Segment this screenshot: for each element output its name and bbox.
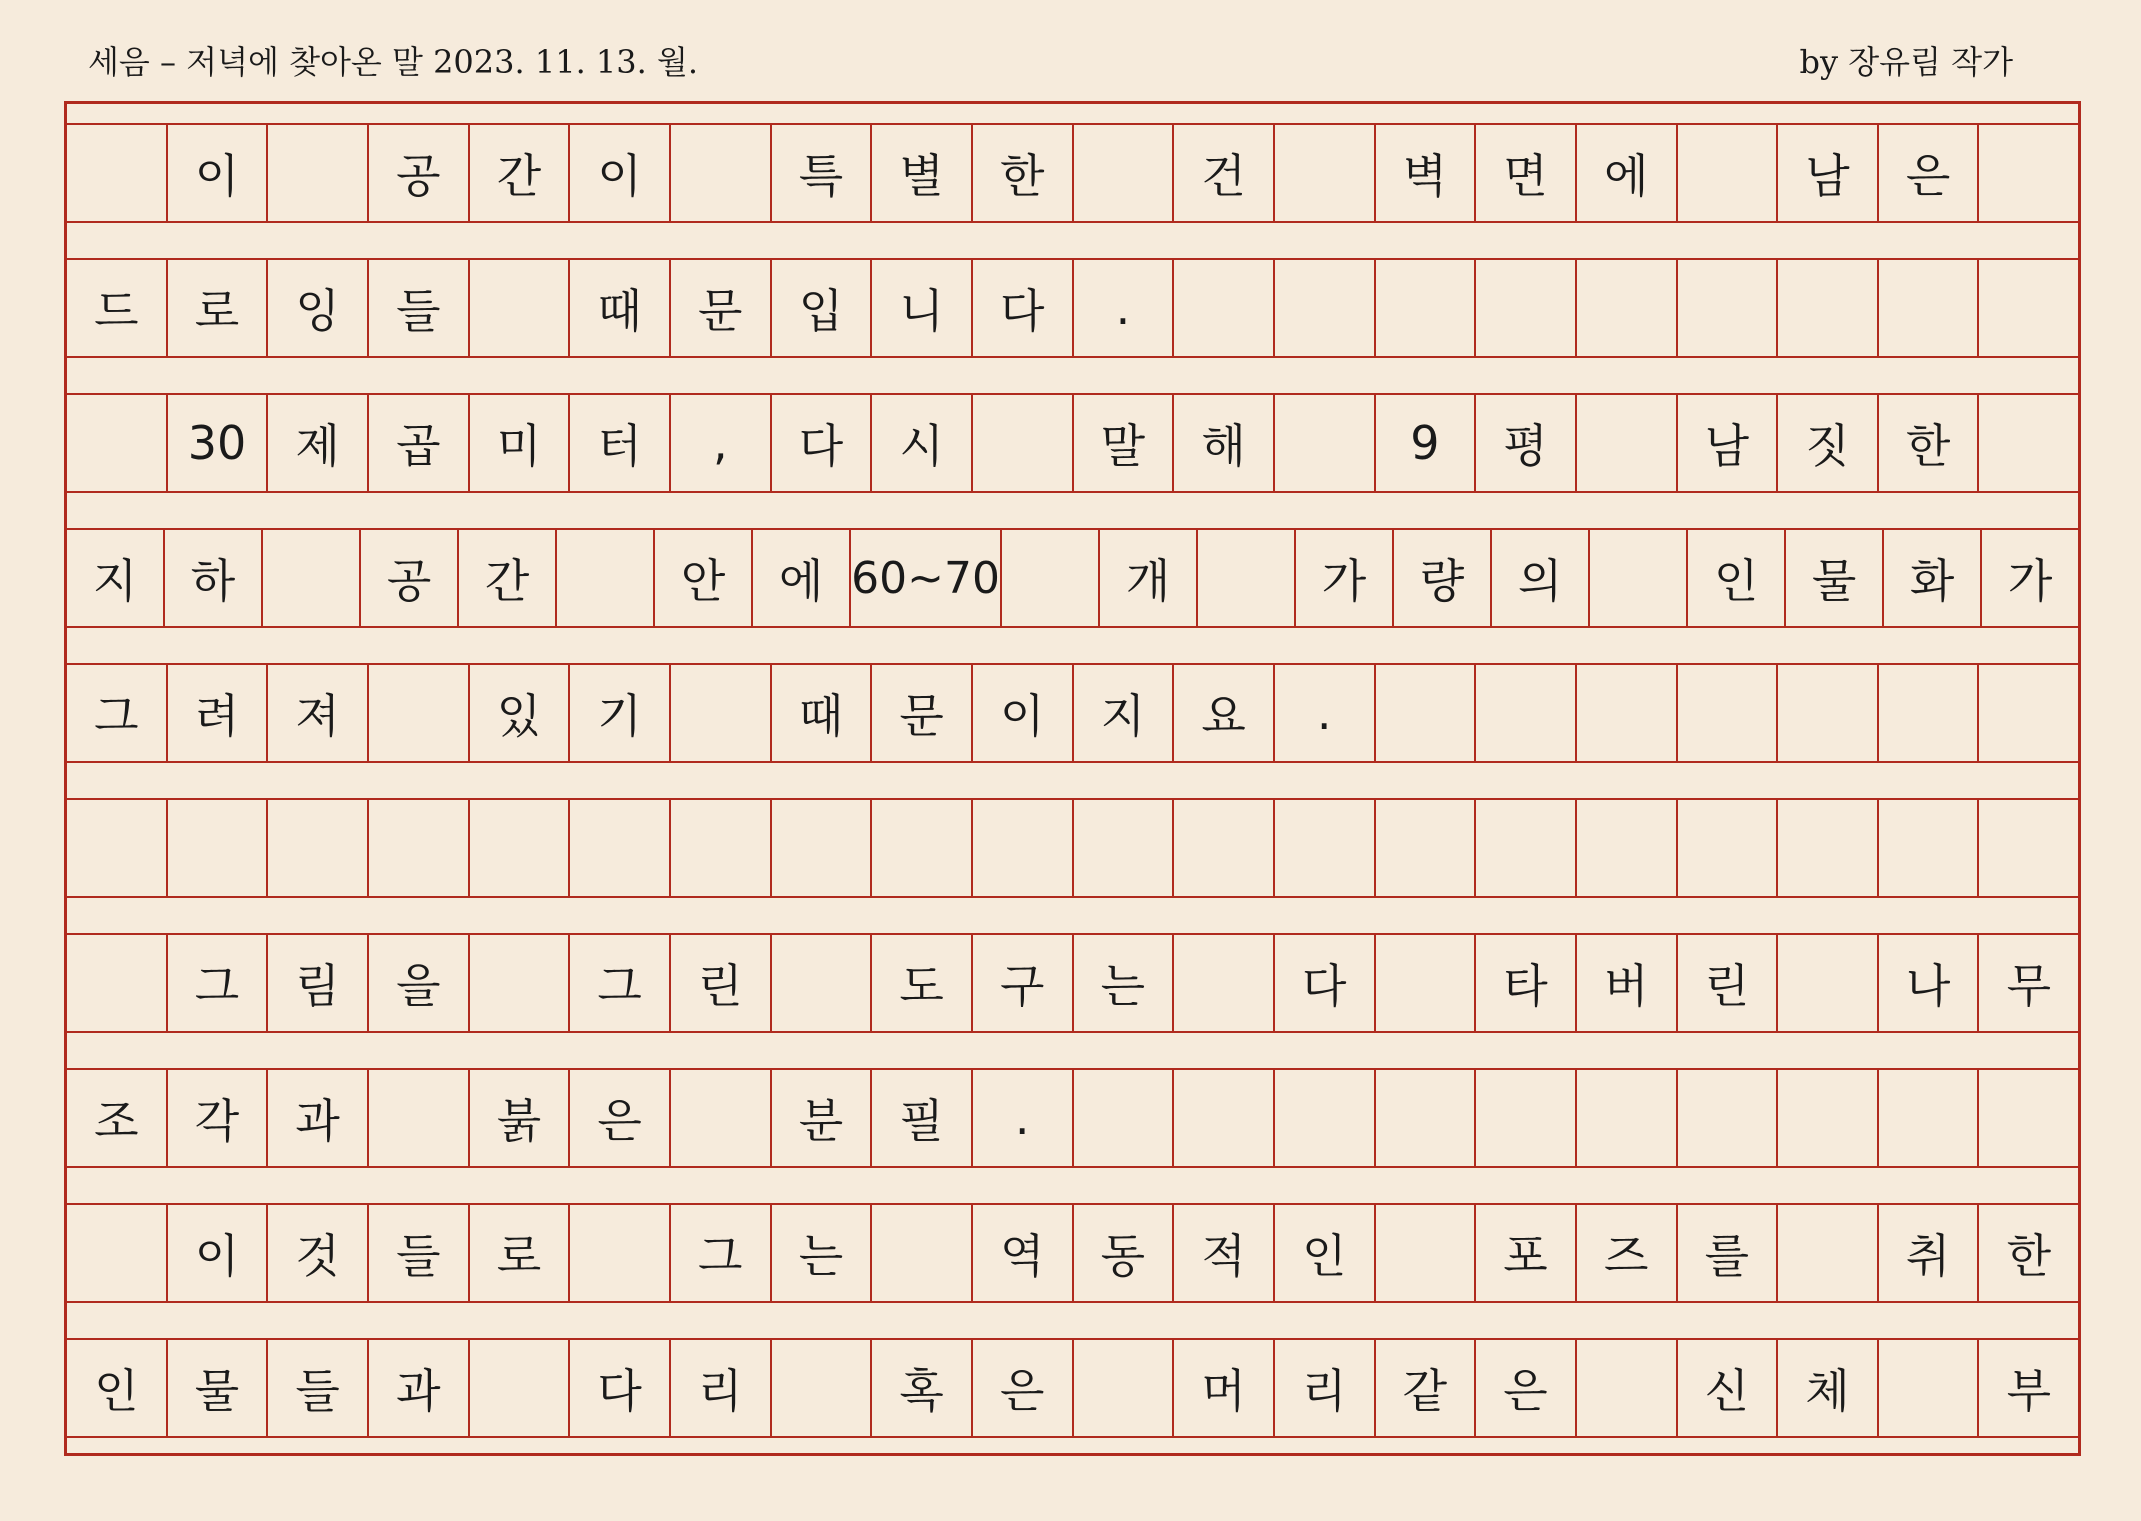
manuscript-cell bbox=[1376, 1205, 1477, 1301]
manuscript-cell: 린 bbox=[1678, 935, 1779, 1031]
manuscript-cell bbox=[872, 800, 973, 896]
manuscript-cell bbox=[1476, 260, 1577, 356]
manuscript-cell: 한 bbox=[1879, 395, 1980, 491]
manuscript-cell: 무 bbox=[2006, 959, 2052, 1013]
manuscript-cell: 미 bbox=[470, 395, 571, 491]
manuscript-cell: 은 bbox=[1879, 125, 1980, 221]
manuscript-cell: . bbox=[973, 1070, 1074, 1166]
manuscript-cell bbox=[67, 125, 168, 221]
manuscript-row bbox=[67, 933, 2078, 1033]
manuscript-cell bbox=[1476, 1070, 1577, 1166]
manuscript-cell bbox=[1778, 1070, 1879, 1166]
header-title: 세음 – 저녁에 찾아온 말 2023. 11. 13. 월. bbox=[88, 43, 699, 81]
manuscript-cell bbox=[168, 800, 269, 896]
manuscript-cell bbox=[1376, 935, 1477, 1031]
manuscript-cell bbox=[671, 1070, 772, 1166]
manuscript-cell: 나 bbox=[1879, 935, 1980, 1031]
manuscript-row bbox=[67, 1068, 2078, 1168]
manuscript-cell bbox=[1678, 800, 1779, 896]
manuscript-cell bbox=[67, 935, 168, 1031]
manuscript-cell: 같 bbox=[1376, 1340, 1477, 1436]
manuscript-cell bbox=[1376, 1070, 1477, 1166]
manuscript-cell bbox=[973, 800, 1074, 896]
manuscript-row bbox=[67, 123, 2078, 223]
manuscript-cell bbox=[1275, 800, 1376, 896]
manuscript-row bbox=[67, 1338, 2078, 1438]
manuscript-cell: 때 bbox=[772, 665, 873, 761]
manuscript-cell bbox=[67, 1205, 168, 1301]
manuscript-cell bbox=[1678, 260, 1779, 356]
manuscript-cell: 은 bbox=[1476, 1340, 1577, 1436]
manuscript-cell: 체 bbox=[1778, 1340, 1879, 1436]
manuscript-cell: 지 bbox=[67, 530, 165, 626]
manuscript-grid bbox=[67, 104, 2078, 1453]
manuscript-cell bbox=[1577, 260, 1678, 356]
manuscript-cell: 적 bbox=[1174, 1205, 1275, 1301]
manuscript-cell: 건 bbox=[1174, 125, 1275, 221]
manuscript-cell: 가 bbox=[2007, 554, 2053, 608]
manuscript-cell bbox=[1879, 260, 1980, 356]
manuscript-cell bbox=[1778, 260, 1879, 356]
manuscript-cell: 곱 bbox=[369, 395, 470, 491]
manuscript-cell: 를 bbox=[1678, 1205, 1779, 1301]
manuscript-cell bbox=[1074, 800, 1175, 896]
manuscript-cell bbox=[1476, 800, 1577, 896]
manuscript-cell: 그 bbox=[570, 935, 671, 1031]
manuscript-cell: 머 bbox=[1174, 1340, 1275, 1436]
manuscript-cell: 특 bbox=[772, 125, 873, 221]
manuscript-cell: 터 bbox=[570, 395, 671, 491]
manuscript-sheet bbox=[64, 101, 2081, 1456]
manuscript-cell bbox=[1778, 800, 1879, 896]
manuscript-cell: 이 bbox=[168, 125, 269, 221]
manuscript-cell: 별 bbox=[872, 125, 973, 221]
manuscript-cell bbox=[470, 1340, 571, 1436]
manuscript-cell: 물 bbox=[168, 1340, 269, 1436]
manuscript-cell bbox=[1577, 665, 1678, 761]
manuscript-cell: 림 bbox=[268, 935, 369, 1031]
manuscript-cell: 공 bbox=[369, 125, 470, 221]
manuscript-cell bbox=[1979, 125, 2078, 221]
manuscript-cell bbox=[671, 665, 772, 761]
manuscript-cell: 그 bbox=[168, 935, 269, 1031]
manuscript-cell bbox=[1198, 530, 1296, 626]
manuscript-cell: 짓 bbox=[1778, 395, 1879, 491]
manuscript-cell: 신 bbox=[1678, 1340, 1779, 1436]
manuscript-cell bbox=[1002, 530, 1100, 626]
manuscript-cell bbox=[1174, 1070, 1275, 1166]
manuscript-cell bbox=[1678, 1070, 1779, 1166]
manuscript-cell bbox=[1678, 125, 1779, 221]
manuscript-cell: 그 bbox=[671, 1205, 772, 1301]
manuscript-cell: 하 bbox=[165, 530, 263, 626]
manuscript-cell bbox=[1778, 665, 1879, 761]
manuscript-cell: 에 bbox=[1577, 125, 1678, 221]
manuscript-cell: 필 bbox=[872, 1070, 973, 1166]
manuscript-cell: 평 bbox=[1476, 395, 1577, 491]
manuscript-cell: 안 bbox=[655, 530, 753, 626]
manuscript-cell: 역 bbox=[973, 1205, 1074, 1301]
manuscript-cell: 혹 bbox=[872, 1340, 973, 1436]
manuscript-cell bbox=[1979, 800, 2078, 896]
manuscript-cell bbox=[1376, 665, 1477, 761]
manuscript-cell: 취 bbox=[1879, 1205, 1980, 1301]
manuscript-cell bbox=[1979, 260, 2078, 356]
manuscript-cell: 의 bbox=[1492, 530, 1590, 626]
manuscript-cell: 남 bbox=[1778, 125, 1879, 221]
manuscript-cell: 인 bbox=[1688, 530, 1786, 626]
manuscript-cell bbox=[67, 800, 168, 896]
manuscript-cell bbox=[470, 935, 571, 1031]
manuscript-cell: 버 bbox=[1577, 935, 1678, 1031]
manuscript-cell: 들 bbox=[369, 260, 470, 356]
manuscript-cell: 요 bbox=[1174, 665, 1275, 761]
manuscript-cell: 리 bbox=[1275, 1340, 1376, 1436]
manuscript-cell bbox=[772, 935, 873, 1031]
manuscript-cell: 말 bbox=[1074, 395, 1175, 491]
manuscript-cell: 각 bbox=[168, 1070, 269, 1166]
manuscript-cell: 다 bbox=[772, 395, 873, 491]
manuscript-cell bbox=[671, 800, 772, 896]
manuscript-cell: 다 bbox=[973, 260, 1074, 356]
manuscript-cell bbox=[1275, 125, 1376, 221]
manuscript-cell bbox=[1879, 1070, 1980, 1166]
manuscript-cell bbox=[1074, 1070, 1175, 1166]
manuscript-cell: 입 bbox=[772, 260, 873, 356]
manuscript-cell: 니 bbox=[872, 260, 973, 356]
manuscript-cell: 은 bbox=[570, 1070, 671, 1166]
manuscript-row bbox=[67, 393, 2078, 493]
manuscript-cell bbox=[1879, 1340, 1980, 1436]
manuscript-cell: 잉 bbox=[268, 260, 369, 356]
manuscript-cell bbox=[369, 1070, 470, 1166]
manuscript-cell bbox=[872, 1205, 973, 1301]
manuscript-row bbox=[67, 798, 2078, 898]
manuscript-cell: 도 bbox=[872, 935, 973, 1031]
manuscript-cell: 가 bbox=[1296, 530, 1394, 626]
manuscript-cell: 화 bbox=[1884, 530, 1982, 626]
manuscript-cell: 다 bbox=[1275, 935, 1376, 1031]
manuscript-cell: 문 bbox=[872, 665, 973, 761]
manuscript-cell: 린 bbox=[671, 935, 772, 1031]
manuscript-cell: 는 bbox=[1074, 935, 1175, 1031]
manuscript-cell bbox=[1275, 1070, 1376, 1166]
manuscript-cell: 타 bbox=[1476, 935, 1577, 1031]
manuscript-cell bbox=[369, 665, 470, 761]
manuscript-cell: 기 bbox=[570, 665, 671, 761]
manuscript-cell bbox=[67, 395, 168, 491]
manuscript-cell bbox=[671, 125, 772, 221]
manuscript-cell: 려 bbox=[168, 665, 269, 761]
manuscript-cell bbox=[557, 530, 655, 626]
manuscript-cell: 이 bbox=[570, 125, 671, 221]
manuscript-cell: 30 bbox=[168, 395, 269, 491]
manuscript-cell: 에 bbox=[753, 530, 851, 626]
manuscript-cell bbox=[1678, 665, 1779, 761]
manuscript-cell bbox=[1879, 665, 1980, 761]
manuscript-cell bbox=[570, 800, 671, 896]
manuscript-cell bbox=[1577, 1340, 1678, 1436]
manuscript-cell bbox=[1979, 665, 2078, 761]
manuscript-cell bbox=[1476, 665, 1577, 761]
manuscript-cell bbox=[470, 800, 571, 896]
manuscript-cell: 부 bbox=[2006, 1364, 2052, 1418]
manuscript-cell bbox=[1979, 1070, 2078, 1166]
manuscript-cell: . bbox=[1074, 260, 1175, 356]
manuscript-cell: 로 bbox=[470, 1205, 571, 1301]
manuscript-cell bbox=[1778, 935, 1879, 1031]
manuscript-cell: 한 bbox=[973, 125, 1074, 221]
manuscript-cell: 것 bbox=[268, 1205, 369, 1301]
manuscript-cell: 드 bbox=[67, 260, 168, 356]
manuscript-row bbox=[67, 663, 2078, 763]
manuscript-cell bbox=[263, 530, 361, 626]
manuscript-cell: 공 bbox=[361, 530, 459, 626]
manuscript-cell: 때 bbox=[570, 260, 671, 356]
manuscript-cell: 분 bbox=[772, 1070, 873, 1166]
manuscript-cell: 60~70 bbox=[851, 530, 1002, 626]
manuscript-cell: 구 bbox=[973, 935, 1074, 1031]
manuscript-cell bbox=[1376, 260, 1477, 356]
manuscript-cell bbox=[369, 800, 470, 896]
manuscript-cell: 는 bbox=[772, 1205, 873, 1301]
manuscript-cell: 과 bbox=[268, 1070, 369, 1166]
manuscript-cell: 문 bbox=[671, 260, 772, 356]
manuscript-cell bbox=[1074, 1340, 1175, 1436]
manuscript-cell bbox=[268, 125, 369, 221]
manuscript-cell: 간 bbox=[470, 125, 571, 221]
manuscript-cell: 량 bbox=[1394, 530, 1492, 626]
manuscript-cell bbox=[1074, 125, 1175, 221]
manuscript-cell: 인 bbox=[1275, 1205, 1376, 1301]
manuscript-cell: . bbox=[1275, 665, 1376, 761]
manuscript-cell: 포 bbox=[1476, 1205, 1577, 1301]
manuscript-row bbox=[67, 258, 2078, 358]
manuscript-cell bbox=[1174, 935, 1275, 1031]
manuscript-cell: 벽 bbox=[1376, 125, 1477, 221]
manuscript-cell: 과 bbox=[369, 1340, 470, 1436]
manuscript-cell: 붉 bbox=[470, 1070, 571, 1166]
manuscript-cell bbox=[1275, 260, 1376, 356]
manuscript-cell: 면 bbox=[1476, 125, 1577, 221]
manuscript-cell: 을 bbox=[369, 935, 470, 1031]
manuscript-cell bbox=[973, 395, 1074, 491]
manuscript-cell: 해 bbox=[1174, 395, 1275, 491]
manuscript-cell bbox=[1590, 530, 1688, 626]
manuscript-cell: 즈 bbox=[1577, 1205, 1678, 1301]
manuscript-cell bbox=[570, 1205, 671, 1301]
manuscript-cell: 다 bbox=[570, 1340, 671, 1436]
manuscript-cell bbox=[268, 800, 369, 896]
manuscript-cell: 지 bbox=[1074, 665, 1175, 761]
manuscript-cell bbox=[1979, 395, 2078, 491]
manuscript-cell: 로 bbox=[168, 260, 269, 356]
manuscript-cell bbox=[772, 1340, 873, 1436]
manuscript-cell: 그 bbox=[67, 665, 168, 761]
manuscript-cell: 들 bbox=[369, 1205, 470, 1301]
manuscript-cell: 간 bbox=[459, 530, 557, 626]
manuscript-cell: 물 bbox=[1786, 530, 1884, 626]
manuscript-row bbox=[67, 528, 2078, 628]
manuscript-cell: 이 bbox=[168, 1205, 269, 1301]
manuscript-cell bbox=[1174, 260, 1275, 356]
manuscript-cell: 져 bbox=[268, 665, 369, 761]
manuscript-cell: 리 bbox=[671, 1340, 772, 1436]
manuscript-cell: 인 bbox=[67, 1340, 168, 1436]
manuscript-cell: 들 bbox=[268, 1340, 369, 1436]
manuscript-cell bbox=[1577, 800, 1678, 896]
manuscript-cell bbox=[1577, 1070, 1678, 1166]
manuscript-cell: 남 bbox=[1678, 395, 1779, 491]
manuscript-cell bbox=[1879, 800, 1980, 896]
header-author: by 장유림 작가 bbox=[1799, 43, 2013, 81]
manuscript-cell: 제 bbox=[268, 395, 369, 491]
manuscript-cell: 있 bbox=[470, 665, 571, 761]
manuscript-cell: 9 bbox=[1376, 395, 1477, 491]
manuscript-cell: 동 bbox=[1074, 1205, 1175, 1301]
manuscript-cell bbox=[470, 260, 571, 356]
manuscript-cell: 은 bbox=[973, 1340, 1074, 1436]
manuscript-cell: 조 bbox=[67, 1070, 168, 1166]
manuscript-cell: 한 bbox=[2006, 1229, 2052, 1283]
manuscript-cell bbox=[772, 800, 873, 896]
manuscript-cell: 이 bbox=[973, 665, 1074, 761]
manuscript-cell: , bbox=[671, 395, 772, 491]
manuscript-row bbox=[67, 1203, 2078, 1303]
manuscript-cell: 개 bbox=[1100, 530, 1198, 626]
manuscript-cell bbox=[1376, 800, 1477, 896]
manuscript-cell bbox=[1174, 800, 1275, 896]
manuscript-cell bbox=[1778, 1205, 1879, 1301]
manuscript-cell: 시 bbox=[872, 395, 973, 491]
manuscript-cell bbox=[1275, 395, 1376, 491]
manuscript-cell bbox=[1577, 395, 1678, 491]
